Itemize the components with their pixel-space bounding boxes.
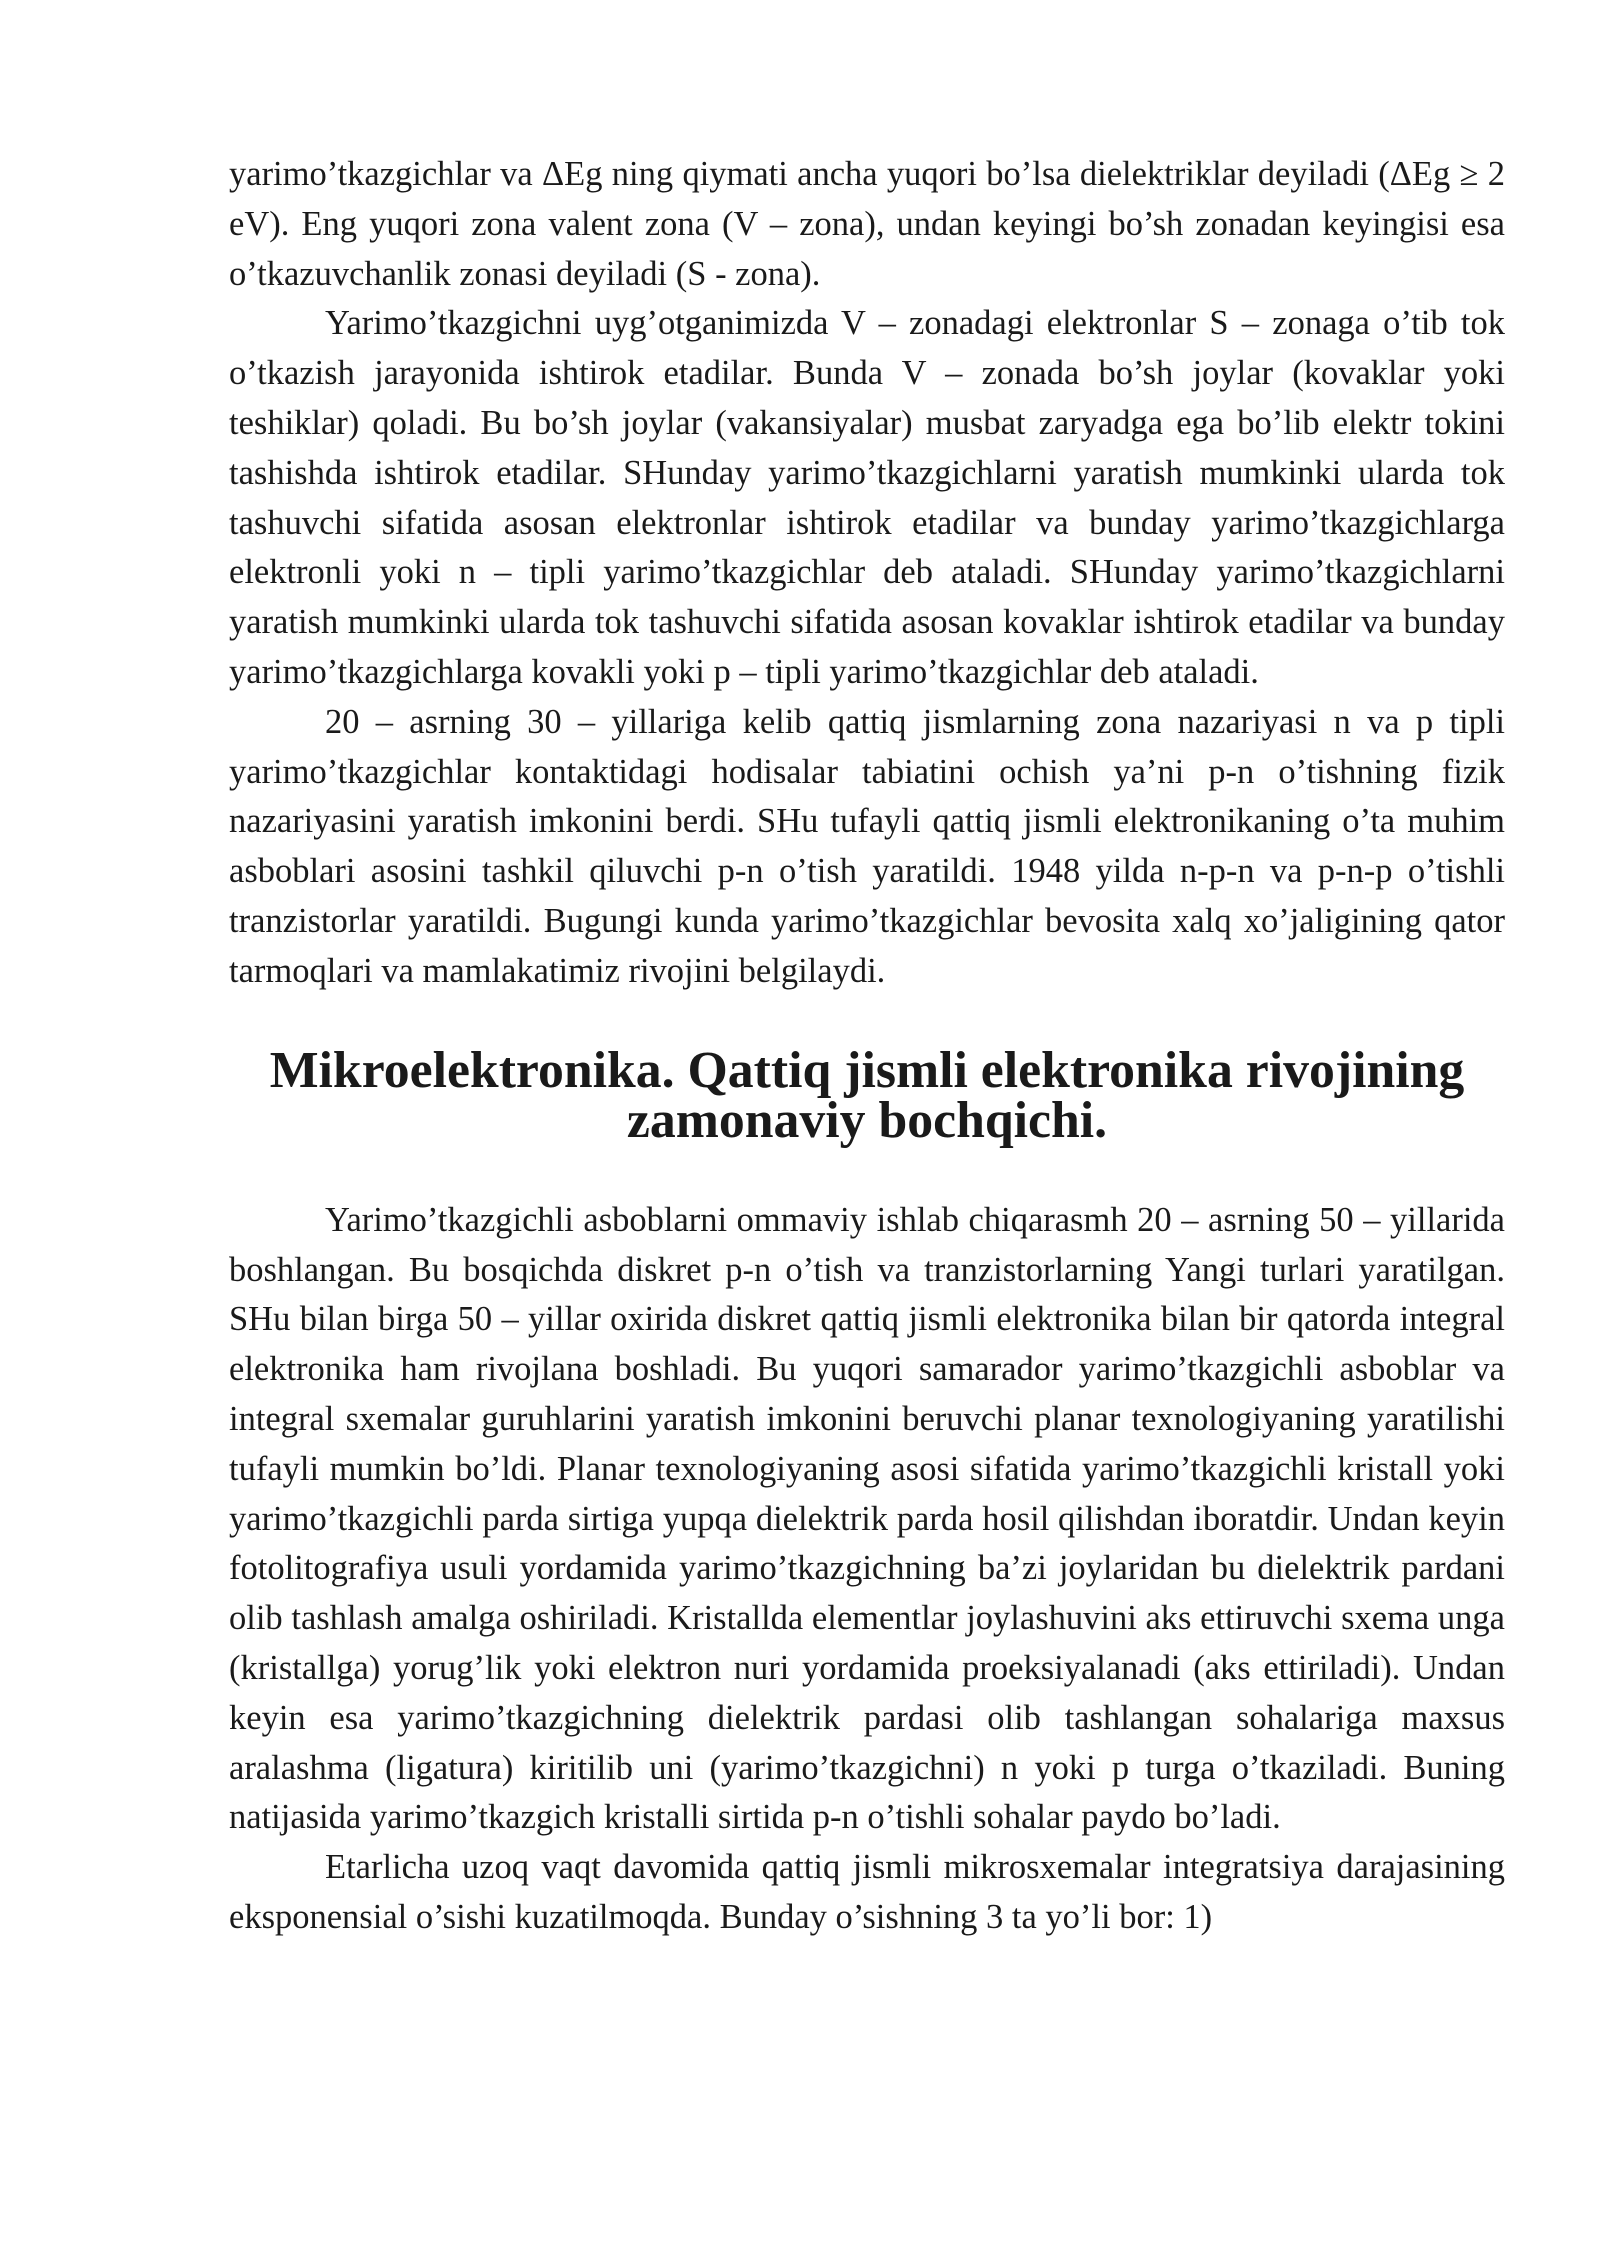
paragraph-3: 20 – asrning 30 – yillariga kelib qattiq jismlarning zona nazariyasi n va p tipli yarimo’tkazgichlar kontaktidagi hodisalar tabiatini ochish ya’ni p-n o’tishning fizik nazariyasini yaratish imkonini berdi. SHu tufayli qattiq jismli elektronikaning o’ta muhim asboblari asosini tashkil qiluvchi p-n o’tish yaratildi. 1948 yilda n-p-n va p-n-p o’tishli tranzistorlar yaratildi. Bugungi kunda yarimo’tkazgichlar bevosita xalq xo’jaligining qator tarmoqlari va mamlakatimiz rivojini belgilaydi. [229,702,1505,990]
paragraph-5: Etarlicha uzoq vaqt davomida qattiq jismli mikrosxemalar integratsiya darajasining eksponensial o’sishi kuzatilmoqda. Bunday o’sishning 3 ta yo’li bor: 1) [229,1848,1505,1936]
section-heading-line-1: Mikroelektronika. Qattiq jismli elektronika rivojining [269,1042,1465,1100]
paragraph-4: Yarimo’tkazgichli asboblarni ommaviy ishlab chiqarasmh 20 – asrning 50 – yillarida boshlangan. Bu bosqichda diskret p-n o’tish va tranzistorlarning Yangi turlari yaratilgan. SHu bilan birga 50 – yillar oxirida diskret qattiq jismli elektronika bilan bir qatorda integral elektronika ham rivojlana boshladi. Bu yuqori samarador yarimo’tkazgichli asboblar va integral sxemalar guruhlarini yaratish imkonini beruvchi planar texnologiyaning yaratilishi tufayli mumkin bo’ldi. Planar texnologiyaning asosi sifatida yarimo’tkazgichli kristall yoki yarimo’tkazgichli parda sirtiga yupqa dielektrik parda hosil qilishdan iboratdir. Undan keyin fotolitografiya usuli yordamida yarimo’tkazgichning ba’zi joylaridan bu dielektrik pardani olib tashlash amalga oshiriladi. Kristallda elementlar joylashuvini aks ettiruvchi sxema unga (kristallga) yorug’lik yoki elektron nuri yordamida proeksiyalanadi (aks ettiriladi). Undan keyin esa yarimo’tkazgichning dielektrik pardasi olib tashlangan sohalariga maxsus aralashma (ligatura) kiritilib uni (yarimo’tkazgichni) n yoki p turga o’tkaziladi. Buning natijasida yarimo’tkazgich kristalli sirtida p-n o’tishli sohalar paydo bo’ladi. [229,1200,1505,1837]
section-heading-line-2: zamonaviy bochqichi. [626,1092,1108,1150]
paragraph-2: Yarimo’tkazgichni uyg’otganimizda V – zonadagi elektronlar S – zonaga o’tib tok o’tkazish jarayonida ishtirok etadilar. Bunda V – zonada bo’sh joylar (kovaklar yoki teshiklar) qoladi. Bu bo’sh joylar (vakansiyalar) musbat zaryadga ega bo’lib elektr tokini tashishda ishtirok etadilar. SHunday yarimo’tkazgichlarni yaratish mumkinki ularda tok tashuvchi sifatida asosan elektronlar ishtirok etadilar va bunday yarimo’tkazgichlarga elektronli yoki n – tipli yarimo’tkazgichlar deb ataladi. SHunday yarimo’tkazgichlarni yaratish mumkinki ularda tok tashuvchi sifatida asosan kovaklar ishtirok etadilar va bunday yarimo’tkazgichlarga kovakli yoki p – tipli yarimo’tkazgichlar deb ataladi. [229,304,1505,691]
spacer [229,997,1505,1047]
section-heading [229,1042,1505,1150]
paragraph-1: yarimo’tkazgichlar va ΔEg ning qiymati ancha yuqori bo’lsa dielektriklar deyiladi (ΔEg ≥ 2 eV). Eng yuqori zona valent zona (V – zona), undan keyingi bo’sh zonadan keyingisi esa o’tkazuvchanlik zonasi deyiladi (S - zona). [229,155,1505,293]
document-page [229,150,1505,1943]
spacer [229,1146,1505,1196]
